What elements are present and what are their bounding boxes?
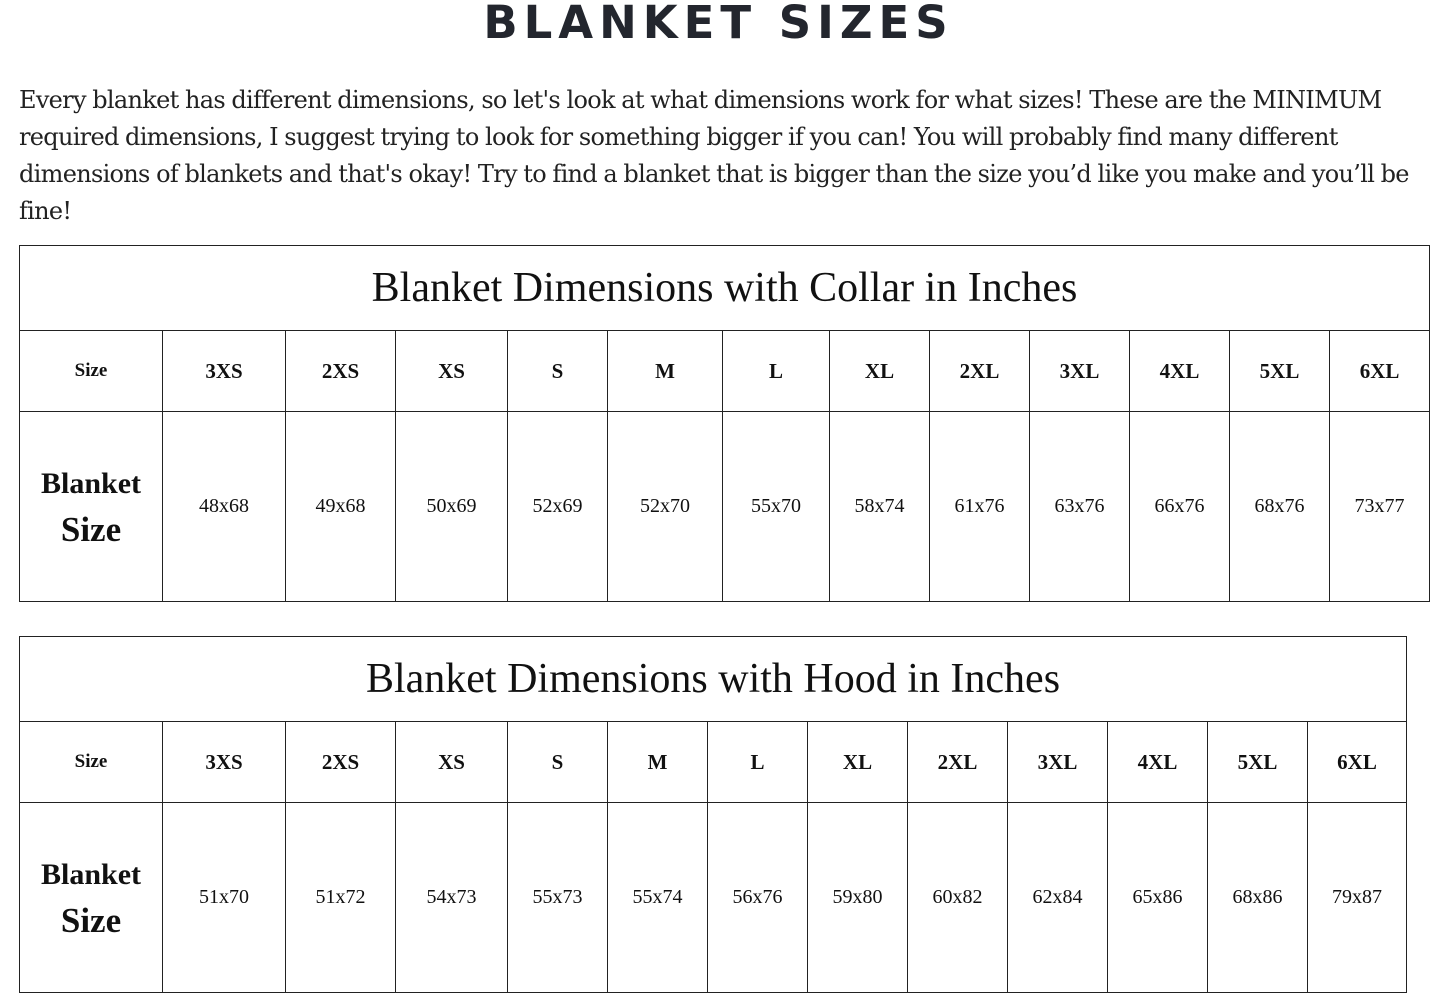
dimension-cell: 59x80 [808, 803, 908, 993]
table-caption: Blanket Dimensions with Hood in Inches [20, 637, 1407, 722]
size-header-cell: L [723, 331, 830, 412]
table-caption: Blanket Dimensions with Collar in Inches [20, 246, 1430, 331]
size-header-cell: M [608, 722, 708, 803]
blanket-size-row-label [20, 412, 163, 602]
collar-size-table [19, 245, 1430, 602]
dimension-cell: 55x73 [508, 803, 608, 993]
dimension-row [20, 412, 1430, 602]
size-header-cell: 2XS [286, 722, 396, 803]
size-row-label: Size [20, 722, 163, 803]
size-header-cell: 5XL [1208, 722, 1308, 803]
dimension-cell: 55x74 [608, 803, 708, 993]
dimension-cell: 54x73 [396, 803, 508, 993]
dimension-cell: 52x69 [508, 412, 608, 602]
row-label-line1: Blanket [40, 857, 142, 891]
dimension-cell: 62x84 [1008, 803, 1108, 993]
dimension-cell: 56x76 [708, 803, 808, 993]
dimension-cell: 51x72 [286, 803, 396, 993]
size-header-row [20, 722, 1407, 803]
size-header-cell: 3XL [1008, 722, 1108, 803]
blanket-size-row-label [20, 803, 163, 993]
size-header-cell: XS [396, 331, 508, 412]
size-header-cell: 4XL [1108, 722, 1208, 803]
row-label-line2: Size [60, 509, 122, 549]
size-header-cell: M [608, 331, 723, 412]
dimension-cell: 63x76 [1030, 412, 1130, 602]
dimension-cell: 60x82 [908, 803, 1008, 993]
size-header-cell: 5XL [1230, 331, 1330, 412]
row-label-line2: Size [60, 900, 122, 940]
hood-size-table [19, 636, 1407, 993]
dimension-cell: 48x68 [163, 412, 286, 602]
size-header-cell: 2XS [286, 331, 396, 412]
size-header-cell: 2XL [930, 331, 1030, 412]
dimension-cell: 68x86 [1208, 803, 1308, 993]
dimension-cell: 61x76 [930, 412, 1030, 602]
dimension-cell: 68x76 [1230, 412, 1330, 602]
size-header-cell: XL [808, 722, 908, 803]
size-header-cell: 6XL [1330, 331, 1430, 412]
dimension-cell: 49x68 [286, 412, 396, 602]
size-header-cell: XL [830, 331, 930, 412]
size-header-cell: L [708, 722, 808, 803]
size-header-cell: 3XL [1030, 331, 1130, 412]
size-header-cell: 6XL [1308, 722, 1407, 803]
size-header-cell: 3XS [163, 722, 286, 803]
dimension-cell: 73x77 [1330, 412, 1430, 602]
dimension-cell: 66x76 [1130, 412, 1230, 602]
page-title: BLANKET SIZES [483, 0, 954, 49]
dimension-cell: 55x70 [723, 412, 830, 602]
size-header-cell: 3XS [163, 331, 286, 412]
size-header-cell: 2XL [908, 722, 1008, 803]
size-header-cell: S [508, 331, 608, 412]
size-row-label: Size [20, 331, 163, 412]
intro-paragraph: Every blanket has different dimensions, so let's look at what dimensions work for what sizes! These are the MINIMUM required dimensions, I suggest trying to look for something bigger if you can! You will probably find many different dimensions of blankets and that's okay! Try to find a blanket that is bigger than the size you’d like you make and you’ll be fine! [19, 86, 1409, 225]
dimension-cell: 52x70 [608, 412, 723, 602]
dimension-cell: 79x87 [1308, 803, 1407, 993]
dimension-cell: 50x69 [396, 412, 508, 602]
row-label-line1: Blanket [40, 466, 142, 500]
size-header-cell: S [508, 722, 608, 803]
size-header-cell: 4XL [1130, 331, 1230, 412]
size-header-row [20, 331, 1430, 412]
dimension-cell: 58x74 [830, 412, 930, 602]
dimension-cell: 51x70 [163, 803, 286, 993]
size-header-cell: XS [396, 722, 508, 803]
dimension-cell: 65x86 [1108, 803, 1208, 993]
dimension-row [20, 803, 1407, 993]
